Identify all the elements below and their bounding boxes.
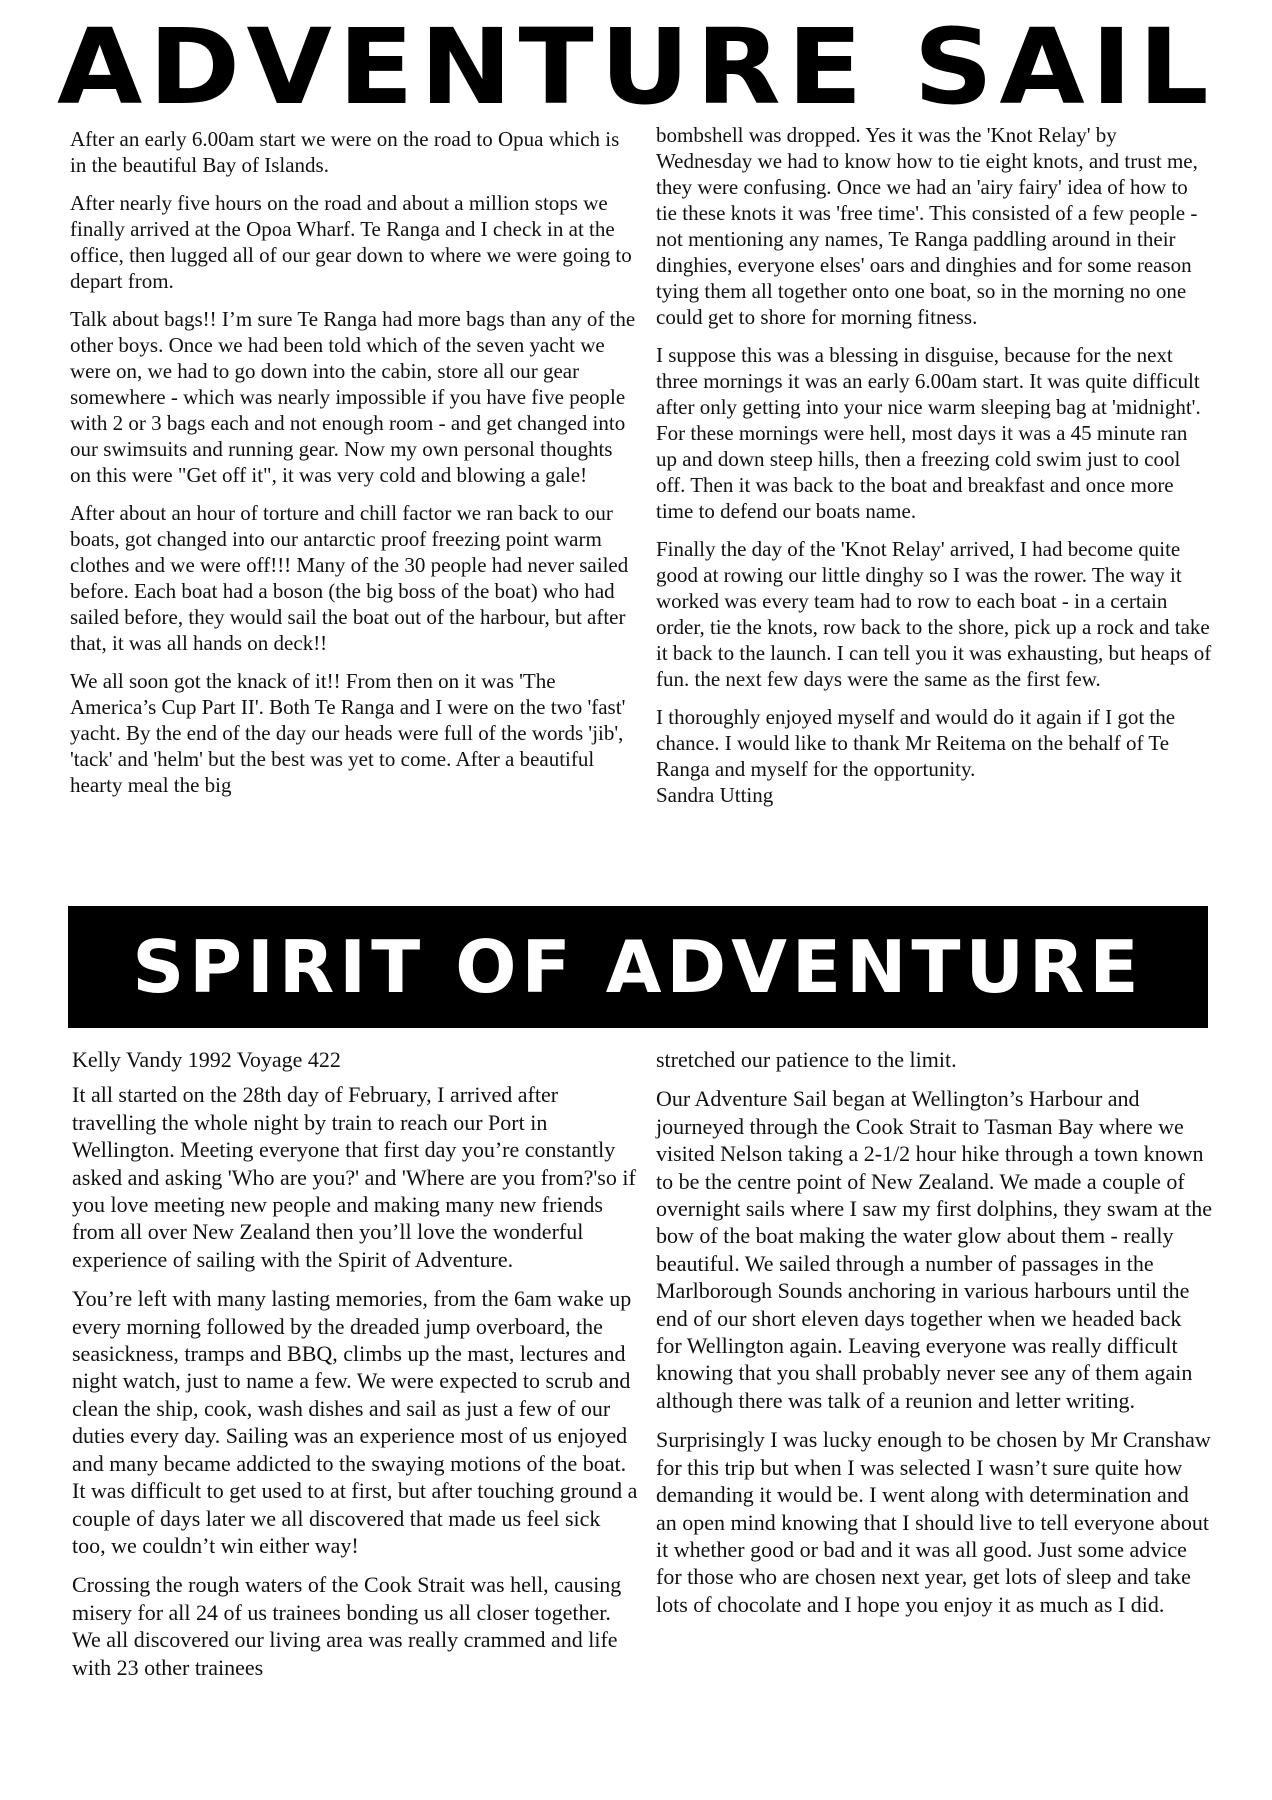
article-title-spirit-of-adventure: SPIRIT OF ADVENTURE bbox=[132, 925, 1144, 1009]
paragraph: It all started on the 28th day of February, I arrived after travelling the whole night by train to reach our Port in Wellington. Meeting everyone that first day you’re constantly asked and asking 'Who are you?' and 'Where are you from?'so if you love meeting new people and making many new friends from all over New Zealand then you’ll love the wonderful experience of sailing with the Spirit of Adventure. bbox=[72, 1082, 636, 1272]
article1-column-right bbox=[656, 122, 1212, 808]
paragraph: Talk about bags!! I’m sure Te Ranga had more bags than any of the other boys. Once we had been told which of the seven yacht we were on, we had to go down into the cabin, store all our gear somewhere - which was nearly impossible if you have five people with 2 or 3 bags each and not enough room - and get changed into our swimsuits and running gear. Now my own personal thoughts on this were "Get off it", it was very cold and blowing a gale! bbox=[70, 307, 636, 487]
paragraph: After about an hour of torture and chill factor we ran back to our boats, got changed into our antarctic proof freezing point warm clothes and we were off!!! Many of the 30 people had never sailed before. Each boat had a boson (the big boss of the boat) who had sailed before, they would sail the boat out of the harbour, but after that, it was all hands on deck!! bbox=[70, 501, 629, 655]
paragraph: bombshell was dropped. Yes it was the 'Knot Relay' by Wednesday we had to know how to tie eight knots, and trust me, they were confusing. Once we had an 'airy fairy' idea of how to tie these knots it was 'free time'. This consisted of a few people - not mentioning any names, Te Ranga paddling around in their dinghies, everyone elses' oars and dinghies and for some reason tying them all together onto one boat, so in the morning no one could get to shore for morning fitness. bbox=[656, 123, 1198, 329]
article-title-banner bbox=[68, 906, 1208, 1028]
article-title-adventure-sail: ADVENTURE SAIL bbox=[56, 6, 1216, 128]
paragraph: Our Adventure Sail began at Wellington’s Harbour and journeyed through the Cook Strait to Tasman Bay where we visited Nelson taking a 2-1/2 hour hike through a town known to be the centre point of New Zealand. We made a couple of overnight sails where I saw my first dolphins, they swam at the bow of the boat making the water glow about them - really beautiful. We sailed through a number of passages in the Marlborough Sounds anchoring in various harbours until the end of our short eleven days together when we headed back for Wellington again. Leaving everyone was really difficult knowing that you shall probably never see any of them again although there was talk of a reunion and letter writing. bbox=[656, 1086, 1213, 1413]
article-byline: Kelly Vandy 1992 Voyage 422 bbox=[72, 1047, 341, 1072]
paragraph: Surprisingly I was lucky enough to be chosen by Mr Cranshaw for this trip but when I was selected I wasn’t sure quite how demanding it would be. I went along with determination and an open mind knowing that I should live to tell everyone about it whether good or bad and it was all good. Just some advice for those who are chosen next year, get lots of sleep and take lots of chocolate and I hope you enjoy it as much as I did. bbox=[656, 1427, 1211, 1617]
paragraph: I thoroughly enjoyed myself and would do it again if I got the chance. I would like to thank Mr Reitema on the behalf of Te Ranga and myself for the opportunity. bbox=[656, 705, 1176, 781]
paragraph: Crossing the rough waters of the Cook Strait was hell, causing misery for all 24 of us trainees bonding us all closer together. We all discovered our living area was really crammed and life with 23 other trainees bbox=[72, 1572, 622, 1680]
paragraph: I suppose this was a blessing in disguise, because for the next three mornings it was an early 6.00am start. It was quite difficult after only getting into your nice warm sleeping bag at 'midnight'. For these mornings were hell, most days it was a 45 minute ran up and down steep hills, then a freezing cold swim just to cool off. Then it was back to the boat and breakfast and once more time to defend our boats name. bbox=[656, 343, 1201, 523]
paragraph: Finally the day of the 'Knot Relay' arrived, I had become quite good at rowing our little dinghy so I was the rower. The way it worked was every team had to row to each boat - in a certain order, tie the knots, row back to the shore, pick up a rock and take it back to the launch. I can tell you it was exhausting, but heaps of fun. the next few days were the same as the first few. bbox=[656, 537, 1212, 691]
paragraph: stretched our patience to the limit. bbox=[656, 1047, 957, 1072]
author-signature: Sandra Utting bbox=[656, 783, 774, 807]
paragraph: You’re left with many lasting memories, from the 6am wake up every morning followed by the dreaded jump overboard, the seasickness, tramps and BBQ, climbs up the mast, lectures and night watch, just to name a few. We were expected to scrub and clean the ship, cook, wash dishes and sail as just a few of our duties every day. Sailing was an experience most of us enjoyed and many became addicted to the swaying motions of the boat. It was difficult to get used to at first, but after touching ground a couple of days later we all discovered that made us feel sick too, we couldn’t win either way! bbox=[72, 1286, 638, 1558]
article1-column-left bbox=[70, 126, 636, 810]
paragraph: We all soon got the knack of it!! From then on it was 'The America’s Cup Part II'. Both Te Ranga and I were on the two 'fast' yacht. By the end of the day our heads were full of the words 'jib', 'tack' and 'helm' but the best was yet to come. After a beautiful hearty meal the big bbox=[70, 669, 626, 797]
paragraph: After nearly five hours on the road and about a million stops we finally arrived at the Opoa Wharf. Te Ranga and I check in at the office, then lugged all of our gear down to where we were going to depart from. bbox=[70, 191, 632, 293]
paragraph: After an early 6.00am start we were on the road to Opua which is in the beautiful Bay of Islands. bbox=[70, 127, 620, 177]
article2-column-left bbox=[72, 1046, 638, 1693]
article2-column-right bbox=[656, 1046, 1212, 1630]
